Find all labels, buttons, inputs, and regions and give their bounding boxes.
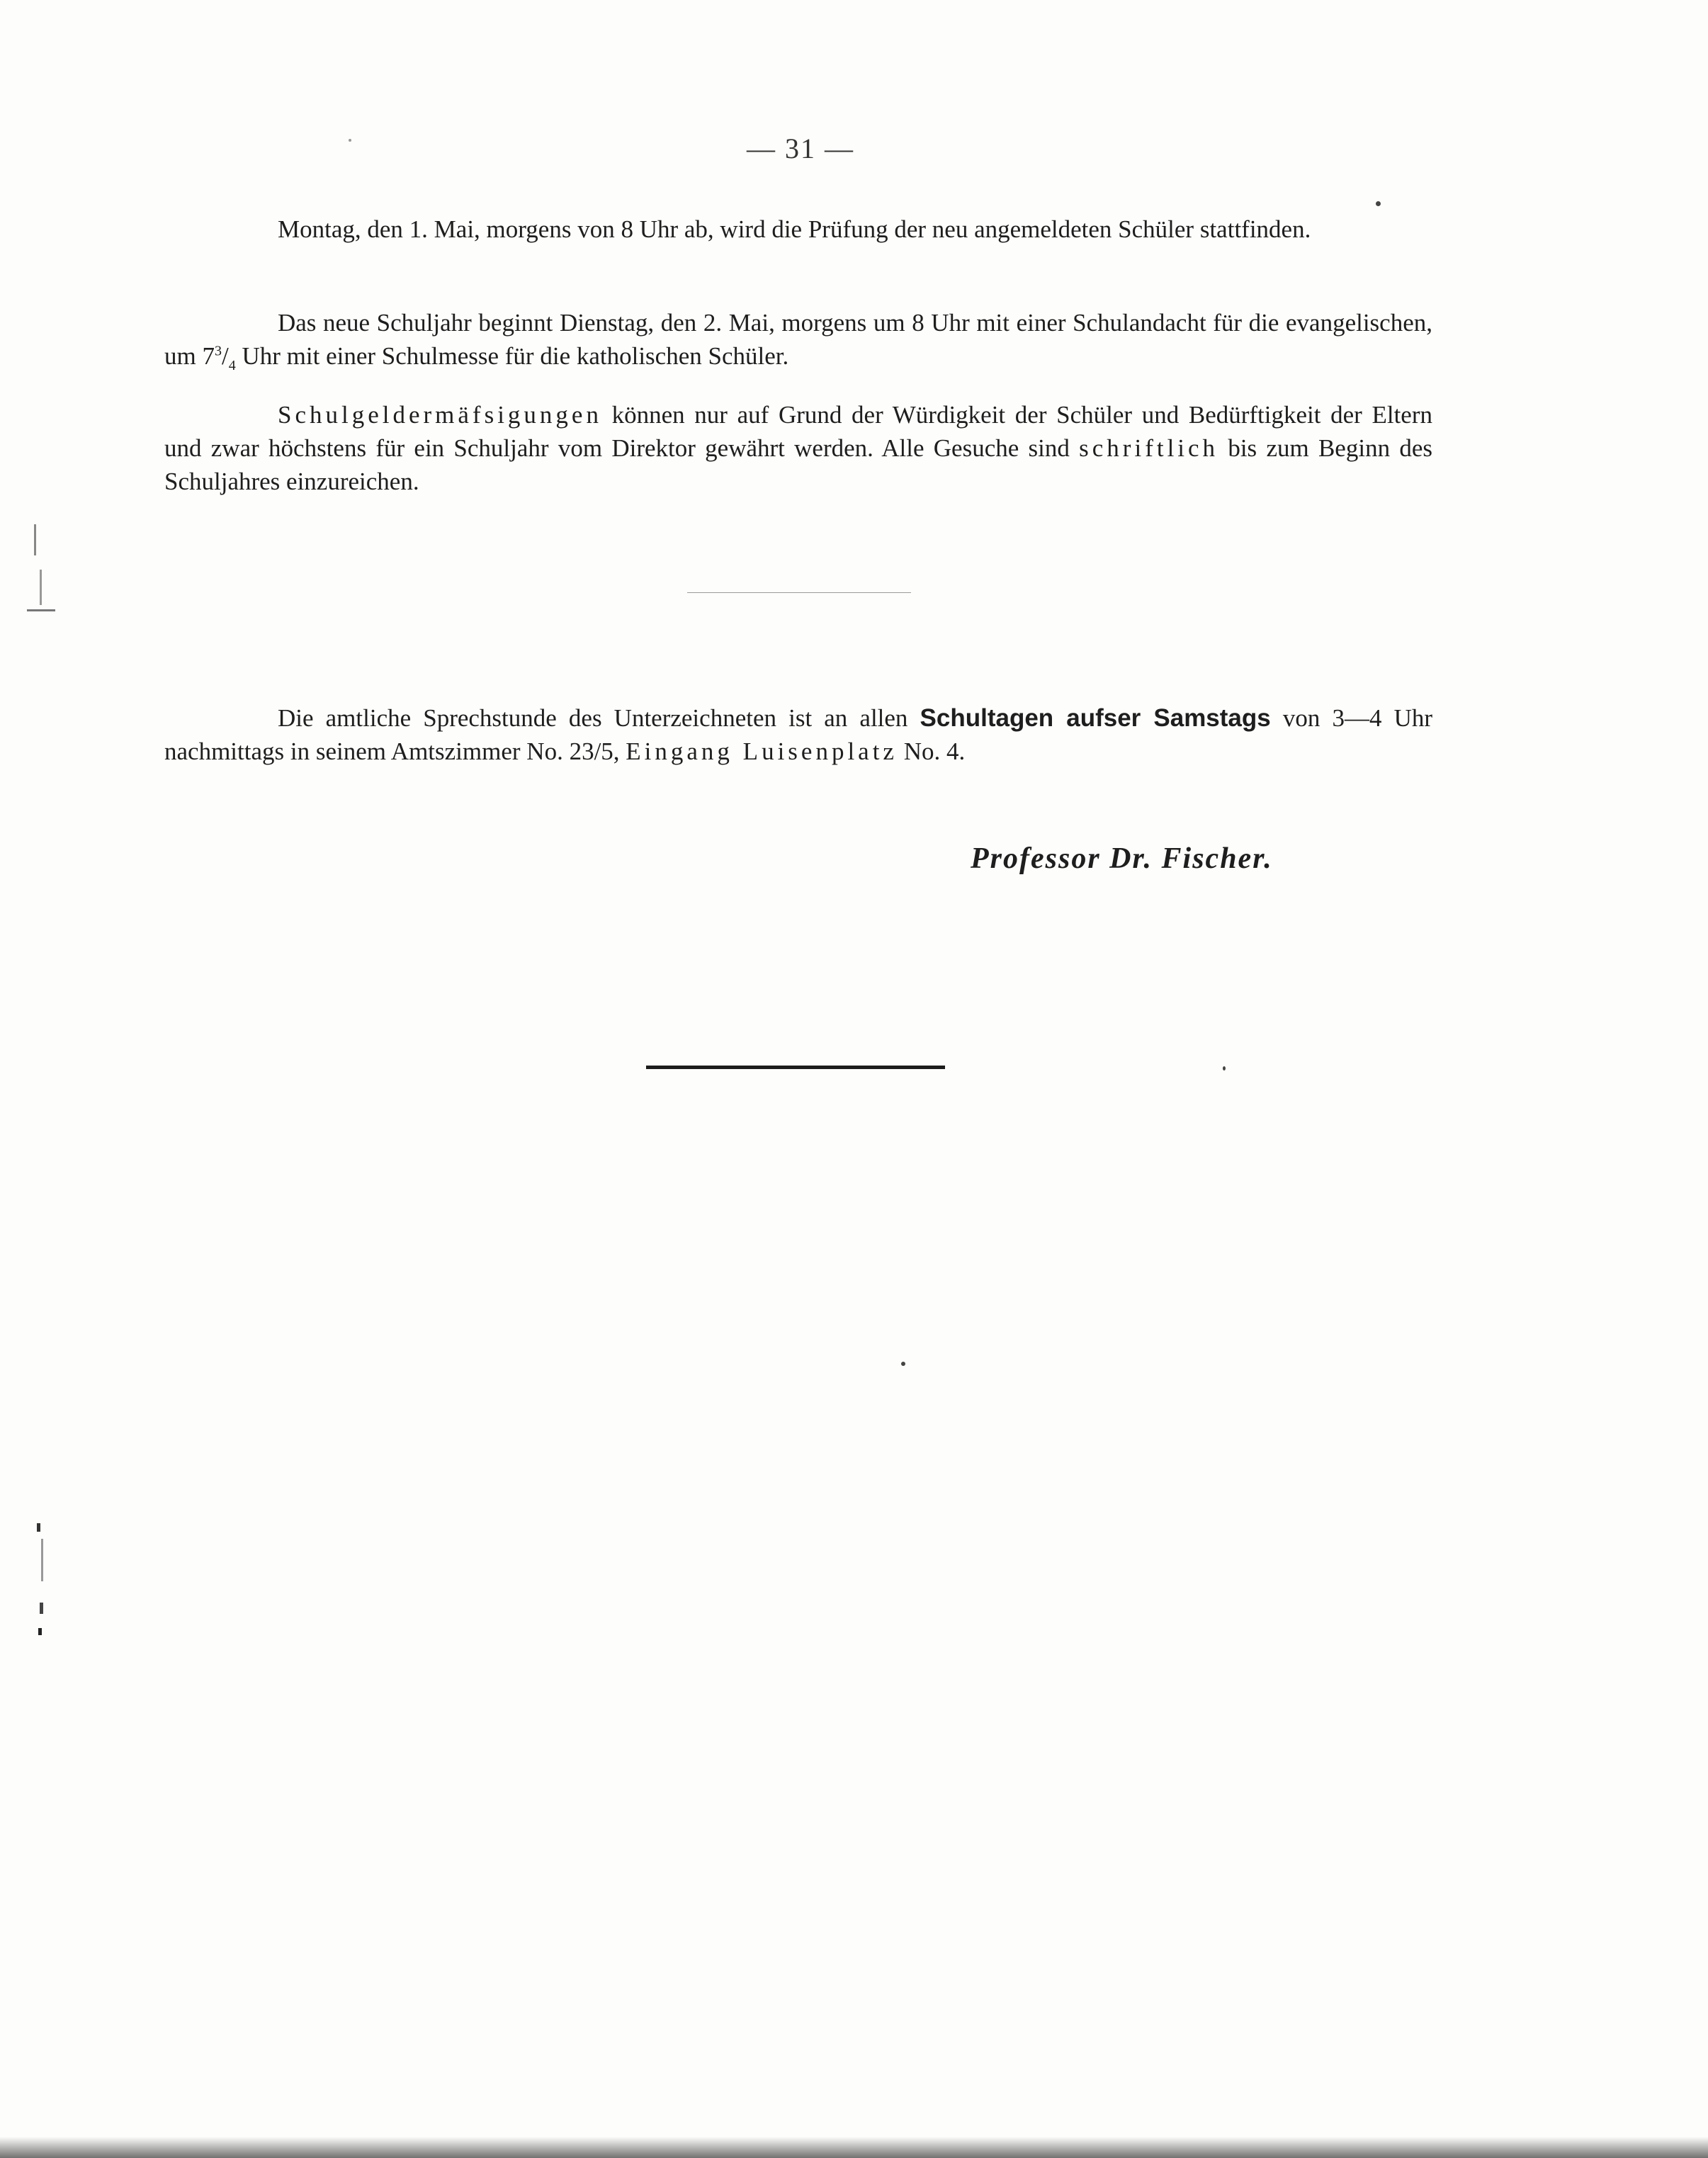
binding-marks-top xyxy=(27,524,55,611)
section-divider-thin xyxy=(687,592,911,593)
fee-reduction-emphasis: Schulgeldermäfsigungen xyxy=(278,401,602,429)
binding-marks-bottom xyxy=(27,1523,55,1635)
paragraph-exam-date-text: Montag, den 1. Mai, morgens von 8 Uhr ab, wird die Prüfung der neu angemeldeten Schüler stattfinden. xyxy=(278,215,1311,243)
paragraph-office-hours-text xyxy=(164,701,1432,768)
closing-rule xyxy=(646,1066,945,1069)
school-year-text-before: Das neue Schuljahr beginnt Dienstag, den 2. Mai, morgens um 8 Uhr mit einer Schulandacht für die evangelischen, um 7 xyxy=(164,309,1432,370)
paper-speck xyxy=(1223,1066,1226,1070)
paragraph-fee-reduction xyxy=(164,398,1432,498)
fee-reduction-text-end: bis zum Beginn des Schuljahres einzureichen. xyxy=(164,434,1432,495)
office-hours-text-middle: von 3—4 Uhr nachmittags in seinem Amtszimmer No. 23/5, xyxy=(164,704,1432,765)
paper-speck xyxy=(1376,201,1381,206)
paragraph-school-year-text xyxy=(164,306,1432,373)
page-bottom-edge xyxy=(0,2137,1708,2158)
office-hours-spaced-phrase: Eingang Luisenplatz xyxy=(626,738,898,765)
paper-speck xyxy=(349,139,351,142)
paragraph-office-hours xyxy=(164,701,1432,768)
signature: Professor Dr. Fischer. xyxy=(971,842,1273,875)
paragraph-school-year-start xyxy=(164,306,1432,373)
school-year-text-after: Uhr mit einer Schulmesse für die katholischen Schüler. xyxy=(235,342,789,370)
paragraph-fee-reduction-text xyxy=(164,398,1432,498)
office-hours-text-before: Die amtliche Sprechstunde des Unterzeichneten ist an allen xyxy=(278,704,920,732)
fee-reduction-text-middle: können nur auf Grund der Würdigkeit der Schüler und Bedürftigkeit der Eltern und zwar höchstens für ein Schuljahr vom Direktor gewährt werden. Alle Gesuche sind xyxy=(164,401,1432,462)
fraction-slash: / xyxy=(221,342,229,370)
paper-speck xyxy=(901,1362,905,1366)
written-emphasis: schriftlich xyxy=(1079,434,1219,462)
fraction-numerator: 3 xyxy=(214,343,222,359)
page-number: — 31 — xyxy=(747,132,854,164)
office-hours-bold-phrase: Schultagen aufser Samstags xyxy=(920,704,1271,732)
fraction-denominator: 4 xyxy=(228,358,236,373)
paragraph-exam-date xyxy=(164,213,1432,246)
office-hours-text-end: No. 4. xyxy=(897,738,966,765)
